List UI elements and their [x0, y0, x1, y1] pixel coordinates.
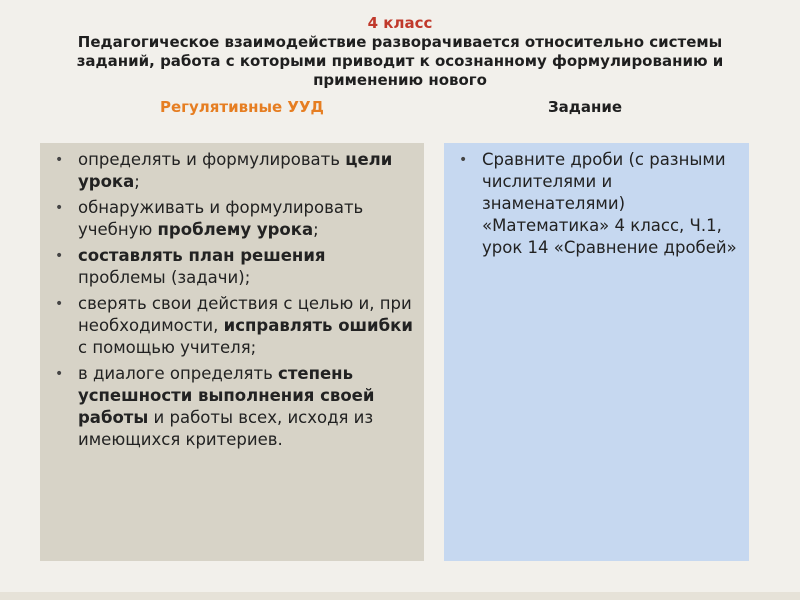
right-column-heading: Задание: [548, 98, 623, 116]
list-item-text: проблемы (задачи);: [78, 268, 251, 287]
list-item: [50, 363, 414, 451]
emphasized-text: цели урока: [78, 150, 393, 191]
slide-footer-band: [0, 592, 800, 600]
list-item-text: определять и формулировать: [78, 150, 346, 169]
list-item: [50, 197, 414, 241]
bullet-icon: •: [55, 248, 64, 264]
list-item-text: в диалоге определять: [78, 364, 279, 383]
regulatory-skills-panel: [40, 143, 424, 561]
column-headings: [0, 98, 800, 118]
bullet-icon: •: [459, 152, 468, 168]
list-item-text: обнаруживать и формулировать учебную: [78, 198, 364, 239]
bullet-icon: •: [55, 296, 64, 312]
list-item-text: сверять свои действия с целью и, при необходимости,: [78, 294, 412, 335]
list-item-text: и работы всех, исходя из имеющихся критериев.: [78, 408, 374, 449]
bullet-icon: •: [55, 152, 64, 168]
slide-header: [0, 14, 800, 90]
emphasized-text: исправлять ошибки: [223, 316, 413, 335]
list-item: [50, 293, 414, 359]
task-text: Сравните дроби (с разными числителями и знаменателями) «Математика» 4 класс, Ч.1, урок 14 «Сравнение дробей»: [482, 150, 737, 257]
bullet-icon: •: [55, 366, 64, 382]
list-item-text: ;: [134, 172, 140, 191]
left-column-heading: Регулятивные УУД: [160, 98, 324, 116]
list-item: [50, 245, 414, 289]
list-item: [454, 149, 739, 259]
regulatory-skills-list: [50, 149, 414, 451]
emphasized-text: составлять план решения: [78, 246, 326, 265]
list-item-text: с помощью учителя;: [78, 338, 257, 357]
grade-label: 4 класс: [367, 14, 433, 32]
list-item-text: ;: [313, 220, 319, 239]
task-list: [454, 149, 739, 259]
emphasized-text: степень успешности выполнения своей работы: [78, 364, 375, 427]
emphasized-text: проблему урока: [157, 220, 314, 239]
task-panel: [444, 143, 749, 561]
list-item: [50, 149, 414, 193]
bullet-icon: •: [55, 200, 64, 216]
slide-title: Педагогическое взаимодействие разворачивается относительно системы заданий, работа с которыми приводит к осознанному формулированию и применению нового: [76, 33, 724, 89]
